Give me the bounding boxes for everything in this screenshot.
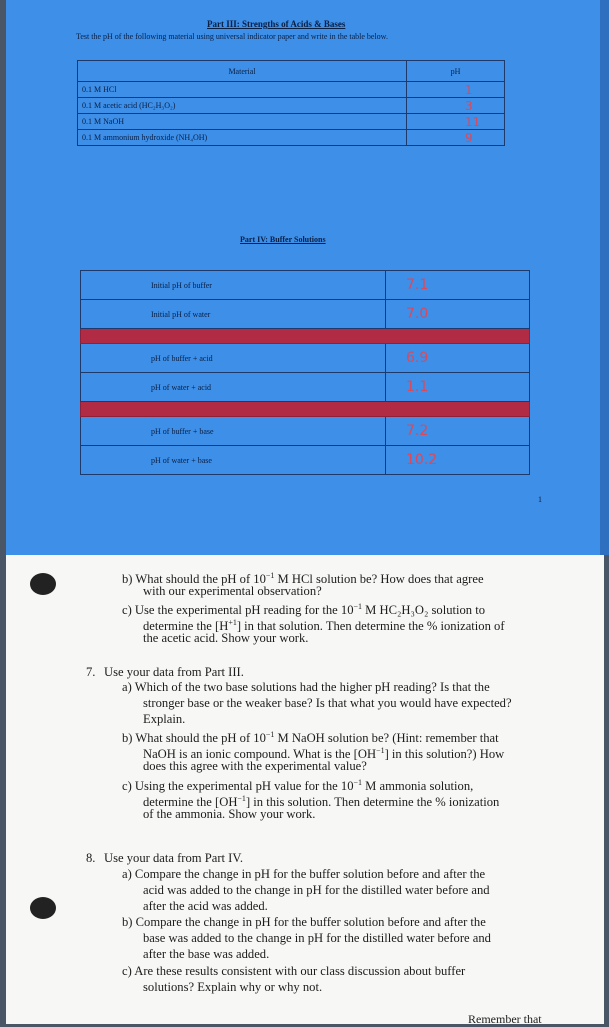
- separator-cell: [81, 402, 530, 417]
- material-cell: 0.1 M acetic acid (HC₂H₃O₂): [78, 98, 407, 114]
- row-value: 10.2: [386, 446, 530, 475]
- q7-b: b) What should the pH of $10^{-1}$ M NaOH solution be? (Hint: remember that: [122, 730, 499, 746]
- part4-title: Part IV: Buffer Solutions: [240, 235, 326, 244]
- q8-c-cont: solutions? Explain why or why not.: [143, 980, 323, 994]
- table-row: [81, 417, 530, 446]
- q7-number: 7.: [86, 665, 96, 679]
- q6-c: c) Use the experimental pH reading for the $10^{-1}$ M HC₂H₃O₂ solution to: [122, 602, 486, 618]
- row-label: pH of water + base: [81, 446, 386, 475]
- separator-row: [81, 329, 530, 344]
- punch-hole-icon: [30, 573, 56, 595]
- q7-intro: Use your data from Part III.: [104, 665, 244, 679]
- row-label: Initial pH of buffer: [81, 271, 386, 300]
- ph-cell: 3: [407, 98, 505, 114]
- q8-number: 8.: [86, 851, 96, 865]
- row-value: 1.1: [386, 373, 530, 402]
- row-label: pH of water + acid: [81, 373, 386, 402]
- table-row: [78, 130, 505, 146]
- separator-row: [81, 402, 530, 417]
- q7-c-cont2: of the ammonia. Show your work.: [143, 807, 316, 821]
- q8-intro: Use your data from Part IV.: [104, 851, 243, 865]
- q7-a: a) Which of the two base solutions had the higher pH reading? Is that the: [122, 680, 490, 694]
- material-cell: 0.1 M ammonium hydroxide (NH₄OH): [78, 130, 407, 146]
- q8-b-cont2: after the base was added.: [143, 947, 270, 961]
- material-cell: 0.1 M HCl: [78, 82, 407, 98]
- q8-a: a) Compare the change in pH for the buffer solution before and after the: [122, 867, 486, 881]
- row-value: 7.2: [386, 417, 530, 446]
- row-value: 7.1: [386, 271, 530, 300]
- row-label: Initial pH of water: [81, 300, 386, 329]
- material-cell: 0.1 M NaOH: [78, 114, 407, 130]
- q8-a-cont: acid was added to the change in pH for the distilled water before and: [143, 883, 490, 897]
- q7-a-cont2: Explain.: [143, 712, 186, 726]
- q6-c-cont2: the acetic acid. Show your work.: [143, 631, 309, 645]
- part3-title: Part III: Strengths of Acids & Bases: [207, 19, 346, 29]
- row-value: 7.0: [386, 300, 530, 329]
- q7-b-cont: NaOH is an ionic compound. What is the $[OH^{-1}]$ in this solution?) How: [143, 746, 505, 762]
- q8-c: c) Are these results consistent with our class discussion about buffer: [122, 964, 466, 978]
- table-header-row: [78, 61, 505, 82]
- table-row: [78, 98, 505, 114]
- table-row: [81, 300, 530, 329]
- row-label: pH of buffer + acid: [81, 344, 386, 373]
- acids-bases-table: [77, 60, 505, 146]
- row-label: pH of buffer + base: [81, 417, 386, 446]
- q6-b-cont: with our experimental observation?: [143, 584, 322, 598]
- table-row: [81, 344, 530, 373]
- ph-cell: 11: [407, 114, 505, 130]
- ph-cell: 9: [407, 130, 505, 146]
- q6-b: b) What should the pH of $10^{-1}$ M HCl solution be? How does that agree: [122, 571, 484, 587]
- row-value: 6.9: [386, 344, 530, 373]
- table-row: [78, 82, 505, 98]
- header-material: Material: [78, 61, 407, 82]
- ph-cell: 1: [407, 82, 505, 98]
- q8-b: b) Compare the change in pH for the buffer solution before and after the: [122, 915, 486, 929]
- separator-cell: [81, 329, 530, 344]
- cut-off-text: Remember that: [468, 1012, 542, 1026]
- buffer-table: [80, 270, 530, 475]
- table-row: [78, 114, 505, 130]
- table-row: [81, 373, 530, 402]
- q7-c-cont: determine the $[OH^{-1}]$ in this solution. Then determine the % ionization: [143, 794, 500, 810]
- q8-b-cont: base was added to the change in pH for the distilled water before and: [143, 931, 491, 945]
- page-number: 1: [538, 495, 542, 504]
- q7-b-cont2: does this agree with the experimental value?: [143, 759, 367, 773]
- q8-a-cont2: after the acid was added.: [143, 899, 268, 913]
- part3-instructions: Test the pH of the following material using universal indicator paper and write in the table below.: [76, 32, 388, 41]
- header-ph: pH: [407, 61, 505, 82]
- q6-c-cont: determine the $[H^{+1}]$ in that solution. Then determine the % ionization of: [143, 618, 505, 634]
- table-row: [81, 271, 530, 300]
- table-row: [81, 446, 530, 475]
- q7-c: c) Using the experimental pH value for the $10^{-1}$ M ammonia solution,: [122, 778, 474, 794]
- punch-hole-icon: [30, 897, 56, 919]
- page-edge: [600, 0, 609, 555]
- q7-a-cont: stronger base or the weaker base? Is that what you would have expected?: [143, 696, 512, 710]
